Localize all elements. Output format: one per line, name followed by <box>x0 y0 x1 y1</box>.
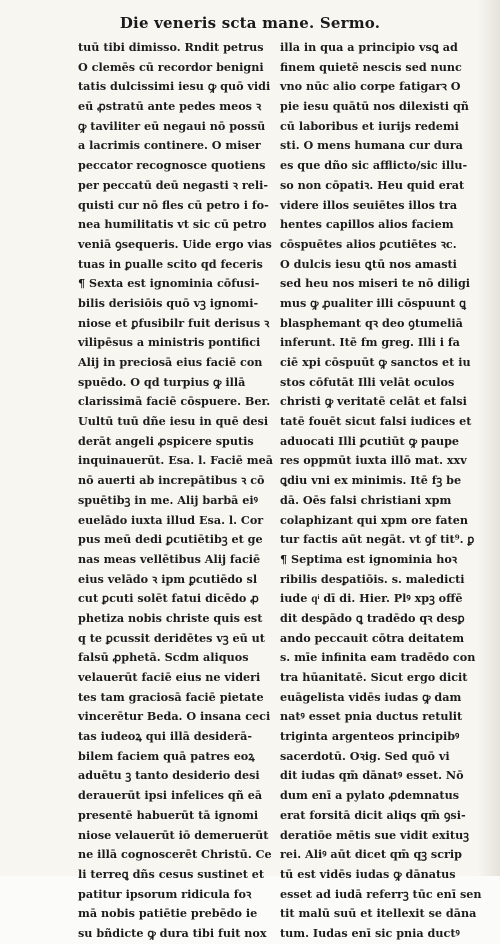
text-line: phetiza nobis christe quis est <box>78 610 263 625</box>
text-line: derāt angeli ꝓspicere sputis <box>78 433 254 448</box>
text-line: su bñdicte ꝙ dura tibi fuit nox <box>78 925 267 940</box>
text-line: eū ꝓstratū ante pedes meos ꝛ <box>78 99 262 114</box>
text-line: finem quietē nescis sed nunc <box>280 59 462 74</box>
text-line: tas iudeoꝝ qui illā desiderā- <box>78 729 252 744</box>
text-line: colaphizant qui xpm ore faten <box>280 512 468 527</box>
text-line: tuas in ꝑualle scito qd feceris <box>78 256 263 271</box>
text-line: euāgelista vidēs iudas ꝙ dam <box>280 689 462 704</box>
text-line: tatis dulcissimi iesu ꝙ quō vidi <box>78 79 271 94</box>
text-line: dum enī a pylato ꝓdemnatus <box>280 788 459 803</box>
text-line: natꝰ esset pnia ductus retulit <box>280 709 463 724</box>
text-line: iude qͥ dī di. Hier. Plꝰ xpꝫ offē <box>280 591 463 606</box>
text-line: li terreꝗ dñs cesus sustinet et <box>78 866 265 881</box>
text-line: esset ad iudā referrꝫ tūc enī sen <box>280 886 482 901</box>
text-line: aduētu ꝫ tanto desiderio desi <box>78 768 260 783</box>
text-line: hentes capillos alios faciem <box>280 217 454 232</box>
text-line: tuū tibi dimisso. Rndit petrus <box>78 40 264 54</box>
text-line: erat forsitā dicit aliqs qm̄ ꝯsi- <box>280 807 466 822</box>
text-line: per peccatū deū negasti ꝛ reli- <box>78 177 268 192</box>
text-line: videre illos seuiētes illos tra <box>280 197 458 212</box>
text-line: sacerdotū. Oꝛig. Sed quō vi <box>280 748 450 763</box>
text-line: veniā ꝯsequeris. Uide ergo vias <box>78 236 272 251</box>
text-line: vincerētur Beda. O insana ceci <box>78 709 271 724</box>
text-line: spuētibꝫ in me. Alij barbā eiꝰ <box>78 492 258 507</box>
text-line: s. mīe infinita eam tradēdo con <box>280 650 476 665</box>
text-line: nas meas vellētibus Alij faciē <box>78 551 261 566</box>
text-line: dā. Oēs falsi christiani xpm <box>280 492 452 507</box>
text-line: triginta argenteos principibꝰ <box>280 729 460 744</box>
text-line: vilipēsus a ministris pontifici <box>78 335 261 350</box>
text-line: ¶ Sexta est ignominia cōfusi- <box>78 276 260 291</box>
text-line: presentē habuerūt tā ignomi <box>78 807 259 822</box>
text-line: spuēdo. O qd turpius ꝙ illā <box>78 374 246 389</box>
text-line: eius velādo ꝛ ipm ꝑcutiēdo sl <box>78 571 258 586</box>
text-line: velauerūt faciē eius ne videri <box>78 670 261 684</box>
text-line: tur factis aūt negāt. vt ꝯf tit⁹. ꝑ <box>280 532 475 547</box>
text-line: q te ꝑcussit deridētes vꝫ eū ut <box>78 630 265 645</box>
text-line: ne illā cognoscerēt Christū. Ce <box>78 847 272 862</box>
text-line: Uultū tuū dñe iesu in quē desi <box>78 414 269 429</box>
text-line: pus meū dedi ꝑcutiētibꝫ et ge <box>78 532 263 547</box>
text-line: dit iudas qm̄ dānatꝰ esset. Nō <box>280 768 464 783</box>
text-line: bilis derisiōis quō vꝫ ignomi- <box>78 295 259 310</box>
text-line: falsū ꝓphetā. Scdm aliquos <box>78 650 249 665</box>
text-line: O dulcis iesu ꝗtū nos amasti <box>280 256 457 271</box>
text-line: quisti cur nō fles cū petro i fo- <box>78 197 269 212</box>
text-line: inferunt. Itē fm greg. Illi i fa <box>280 335 460 350</box>
text-line: O clemēs cū recordor benigni <box>78 59 264 74</box>
text-line: ando peccauit cōtra deitatem <box>280 630 465 645</box>
right-column <box>280 38 482 944</box>
text-line: niose velauerūt iō demeruerūt <box>78 827 269 842</box>
text-line: patitur ipsorum ridicula foꝛ <box>78 886 252 901</box>
text-line: es que dño sic afflicto/sic illu- <box>280 158 468 173</box>
text-line: sti. O mens humana cur dura <box>280 138 463 153</box>
text-line: res oppmūt iuxta illō mat. xxv <box>280 453 467 468</box>
text-line: illa in qua a principio vsꝗ ad <box>280 40 458 54</box>
text-line: niose et ꝑfusibilr fuit derisus ꝛ <box>78 315 270 330</box>
text-line: dit desꝑādo ꝗ tradēdo qꝛ desꝑ <box>280 610 465 625</box>
text-line: nea humilitatis vt sic cū petro <box>78 217 267 232</box>
text-line: tra hūanitatē. Sicut ergo dicit <box>280 670 468 684</box>
text-line: tes tam graciosā faciē pietate <box>78 689 264 704</box>
text-line: aduocati Illi ꝑcutiūt ꝙ paupe <box>280 433 460 448</box>
text-line: a lacrimis continere. O miser <box>78 138 261 153</box>
running-head: Die veneris scta mane. Sermo. <box>119 14 381 32</box>
text-line: vno nūc alio corpe fatigarꝛ O <box>280 79 461 94</box>
text-line: cut ꝑcuti solēt fatui dicēdo ꝓ <box>78 591 259 606</box>
text-line: tit malū suū et itellexit se dāna <box>280 906 477 921</box>
text-line: ꝗdiu vni ex minimis. Itē fꝫ be <box>280 473 462 488</box>
left-column <box>78 38 272 944</box>
page-edge-shadow <box>478 0 500 876</box>
text-line: bilem faciem quā patres eoꝝ <box>78 748 255 763</box>
text-line: nō auerti ab increpātibus ꝛ cō <box>78 473 265 488</box>
text-line: tum. Iudas enī sic pnia ductꝰ <box>280 925 460 940</box>
text-line: tatē fouēt sicut falsi iudices et <box>280 414 472 429</box>
text-line: tū est vidēs iudas ꝙ dānatus <box>280 866 456 881</box>
text-line: ribilis desꝑatiōis. s. maledicti <box>280 571 465 586</box>
text-line: Alij in preciosā eius faciē con <box>78 355 263 369</box>
text-line: peccator recognosce quotiens <box>78 158 266 173</box>
text-line: pie iesu quātū nos dilexisti qñ <box>280 99 469 114</box>
text-line: sed heu nos miseri te nō diligi <box>280 276 471 291</box>
text-line: ꝙ taviliter eū negaui nō possū <box>78 118 266 133</box>
text-line: stos cōfutāt Illi velāt oculos <box>280 374 455 389</box>
text-line: ¶ Septima est ignominia hoꝛ <box>280 551 458 566</box>
text-line: christi ꝙ veritatē celāt et falsi <box>280 394 467 409</box>
text-line: mā nobis patiētie prebēdo ie <box>78 906 258 921</box>
text-line: rei. Aliꝰ aūt dicet qm̄ qꝫ scrip <box>280 847 462 862</box>
text-line: inquinauerūt. Esa. l. Faciē meā <box>78 453 273 468</box>
text-line: so non cōpatiꝛ. Heu quid erat <box>280 177 465 192</box>
text-line: euelādo iuxta illud Esa. l. Cor <box>78 512 264 527</box>
text-line: blasphemant qꝛ deo ꝯtumeliā <box>280 315 463 330</box>
text-line: ciē xpi cōspuūt ꝙ sanctos et iu <box>280 355 471 369</box>
text-line: cōspuētes alios ꝑcutiētes ꝛc. <box>280 236 457 251</box>
text-line: clarissimā faciē cōspuere. Ber. <box>78 394 271 409</box>
text-line: deratiōe mētis sue vidit exituꝫ <box>280 827 469 842</box>
text-line: cū laboribus et iurijs redemi <box>280 118 459 133</box>
text-line: derauerūt ipsi infelices qñ eā <box>78 788 263 803</box>
text-line: mus ꝙ ꝓualiter illi cōspuunt ꝗ <box>280 295 467 310</box>
